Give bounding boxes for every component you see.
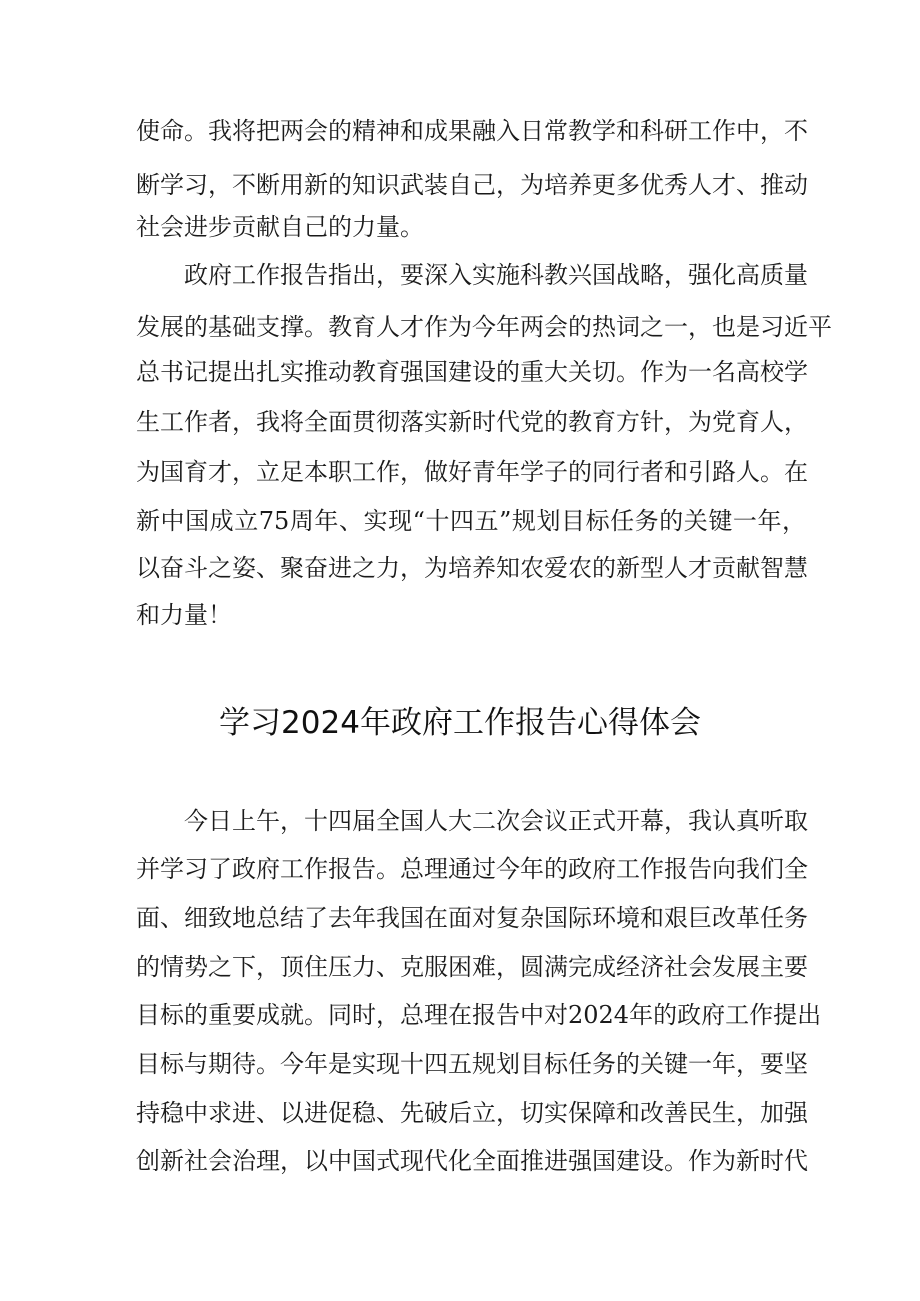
paragraph-line: 和力量！ [136,601,232,629]
paragraph-line: 的情势之下，顶住压力、克服困难，圆满完成经济社会发展主要 [136,953,808,981]
paragraph-line: 社会进步贡献自己的力量。 [136,213,424,241]
paragraph-line: 为国育才，立足本职工作，做好青年学子的同行者和引路人。在 [136,458,808,486]
paragraph-line: 创新社会治理，以中国式现代化全面推进强国建设。作为新时代 [136,1147,808,1175]
paragraph-line: 以奋斗之姿、聚奋进之力，为培养知农爱农的新型人才贡献智慧 [136,554,808,582]
paragraph-line: 总书记提出扎实推动教育强国建设的重大关切。作为一名高校学 [136,358,808,386]
paragraph-line: 并学习了政府工作报告。总理通过今年的政府工作报告向我们全 [136,855,808,883]
paragraph-line: 新中国成立75周年、实现“十四五”规划目标任务的关键一年， [136,507,806,535]
paragraph-line: 生工作者，我将全面贯彻落实新时代党的教育方针，为党育人， [136,408,808,436]
paragraph-line: 今日上午，十四届全国人大二次会议正式开幕，我认真听取 [184,807,808,835]
paragraph-line: 断学习，不断用新的知识武装自己，为培养更多优秀人才、推动 [136,171,808,199]
paragraph-line: 目标与期待。今年是实现十四五规划目标任务的关键一年，要坚 [136,1050,808,1078]
page-title: 学习2024年政府工作报告心得体会 [219,705,701,741]
paragraph-line: 发展的基础支撑。教育人才作为今年两会的热词之一，也是习近平 [136,313,832,341]
paragraph-line: 政府工作报告指出，要深入实施科教兴国战略，强化高质量 [184,261,808,289]
paragraph-line: 目标的重要成就。同时，总理在报告中对2024年的政府工作提出 [136,1001,822,1029]
paragraph-line: 持稳中求进、以进促稳、先破后立，切实保障和改善民生，加强 [136,1099,808,1127]
paragraph-line: 使命。我将把两会的精神和成果融入日常教学和科研工作中，不 [136,117,808,145]
paragraph-line: 面、细致地总结了去年我国在面对复杂国际环境和艰巨改革任务 [136,904,808,932]
